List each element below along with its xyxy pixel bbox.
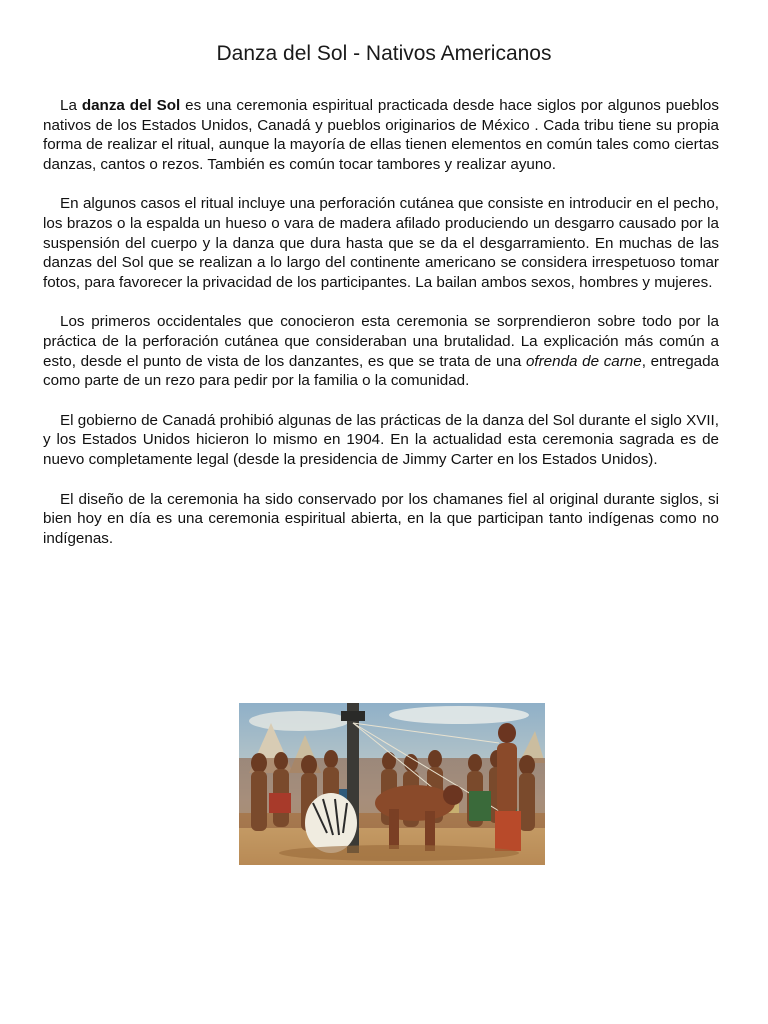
paragraph-5: El diseño de la ceremonia ha sido conservado por los chamanes fiel al original durante siglos, si bien hoy en día es una ceremonia espiritual abierta, en la que participan tanto indígenas como no indígenas.	[43, 490, 719, 547]
paragraph-1-start: La	[60, 97, 82, 114]
paragraph-3-italic-term: ofrenda de carne	[525, 352, 642, 370]
paragraph-3	[43, 312, 719, 390]
paragraph-2: En algunos casos el ritual incluye una perforación cutánea que consiste en introducir en el pecho, los brazos o la espalda un hueso o vara de madera afilado produciendo un desgarro causado por la suspensión del cuerpo y la danza que dura hasta que se da el desgarramiento. En muchas de las danzas del Sol que se realizan a lo largo del continente americano se considera irrespetuoso tomar fotos, para favorecer la privacidad de los participantes. La bailan ambos sexos, hombres y mujeres.	[43, 195, 719, 291]
page-title: Danza del Sol - Nativos Americanos	[216, 42, 552, 65]
paragraph-1-bold-term: danza del Sol	[81, 97, 181, 114]
paragraph-3-rest: , entregada como parte de un rezo para pedir por la familia o la comunidad.	[43, 352, 719, 390]
sun-dance-painting	[239, 703, 545, 865]
paragraph-1-rest: es una ceremonia espiritual practicada desde hace siglos por algunos pueblos nativos de los Estados Unidos, Canadá y pueblos originarios de México . Cada tribu tiene su propia forma de realizar el ritual, aunque la mayoría de ellas tienen elementos en común tales como ciertas danzas, cantos o rezos. También es común tocar tambores y realizar ayuno.	[43, 97, 719, 173]
sun-dance-illustration	[239, 703, 545, 865]
paragraph-4: El gobierno de Canadá prohibió algunas de las prácticas de la danza del Sol durante el siglo XVII, y los Estados Unidos hicieron lo mismo en 1904. En la actualidad esta ceremonia sagrada es de nuevo completamente legal (desde la presidencia de Jimmy Carter en los Estados Unidos).	[43, 411, 719, 468]
paragraph-1	[43, 96, 719, 174]
document-body	[43, 96, 719, 568]
paragraph-3-start: Los primeros occidentales que conocieron esta ceremonia se sorprendieron sobre todo por la práctica de la perforación cutánea que consideraban una brutalidad. La explicación más común a esto, desde el punto de vista de los danzantes, es que se trata de una	[43, 313, 719, 370]
